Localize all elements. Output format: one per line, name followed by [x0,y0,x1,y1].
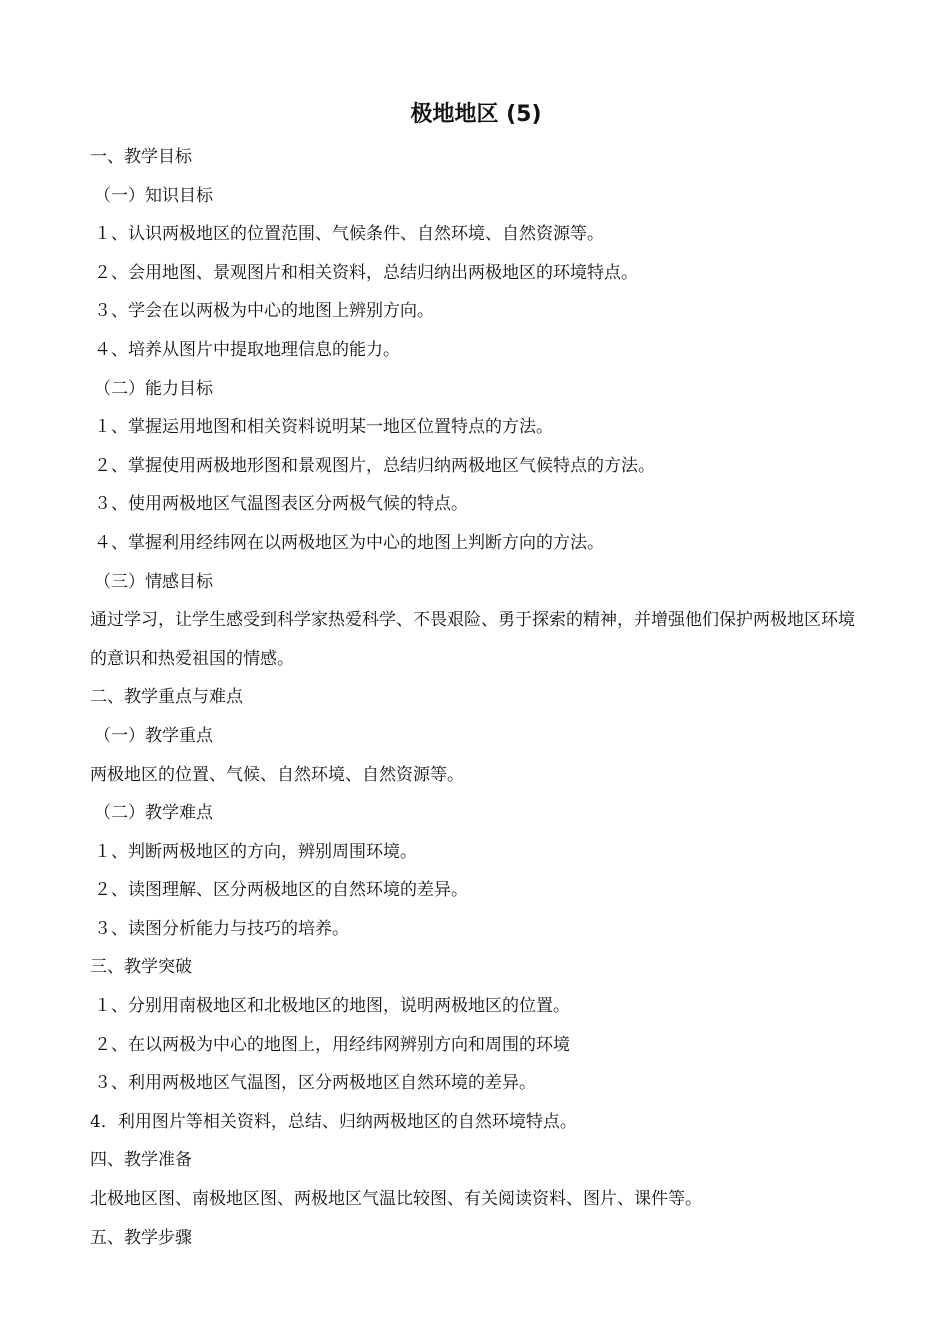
paragraph-emotion-objective: 通过学习，让学生感受到科学家热爱科学、不畏艰险、勇于探索的精神，并增强他们保护两极地区环境的意识和热爱祖国的情感。 [90,610,855,669]
section-heading-breakthrough: 三、教学突破 [90,957,192,978]
list-item: ４、掌握利用经纬网在以两极地区为中心的地图上判断方向的方法。 [94,532,604,553]
subsection-heading-emotion: （三）情感目标 [94,571,213,592]
list-item: ３、学会在以两极为中心的地图上辨别方向。 [94,301,434,322]
subsection-heading-focus: （一）教学重点 [94,725,213,746]
subsection-heading-difficulty: （二）教学难点 [94,803,213,824]
document-title: 极地地区 (5) [410,102,542,127]
list-item: ２、在以两极为中心的地图上，用经纬网辨别方向和周围的环境 [94,1034,570,1055]
subsection-heading-ability: （二）能力目标 [94,378,213,399]
list-item: ２、读图理解、区分两极地区的自然环境的差异。 [94,880,468,901]
text-line: 两极地区的位置、气候、自然环境、自然资源等。 [90,764,464,785]
list-item: ２、掌握使用两极地形图和景观图片，总结归纳两极地区气候特点的方法。 [94,455,655,476]
list-item: ３、利用两极地区气温图，区分两极地区自然环境的差异。 [94,1073,536,1094]
section-heading-key-points: 二、教学重点与难点 [90,687,243,708]
list-item: ３、使用两极地区气温图表区分两极气候的特点。 [94,494,468,515]
list-item: 4．利用图片等相关资料，总结、归纳两极地区的自然环境特点。 [90,1111,577,1132]
text-line: 北极地区图、南极地区图、两极地区气温比较图、有关阅读资料、图片、课件等。 [90,1189,702,1210]
list-item: １、认识两极地区的位置范围、气候条件、自然环境、自然资源等。 [94,224,604,245]
subsection-heading-knowledge: （一）知识目标 [94,185,213,206]
list-item: ２、会用地图、景观图片和相关资料，总结归纳出两极地区的环境特点。 [94,262,638,283]
list-item: １、掌握运用地图和相关资料说明某一地区位置特点的方法。 [94,417,553,438]
list-item: ３、读图分析能力与技巧的培养。 [94,918,349,939]
list-item: ４、培养从图片中提取地理信息的能力。 [94,339,400,360]
list-item: １、判断两极地区的方向，辨别周围环境。 [94,841,417,862]
section-heading-objectives: 一、教学目标 [90,147,192,167]
list-item: １、分别用南极地区和北极地区的地图，说明两极地区的位置。 [94,996,570,1017]
section-heading-preparation: 四、教学准备 [90,1150,192,1171]
section-heading-steps: 五、教学步骤 [90,1227,192,1248]
